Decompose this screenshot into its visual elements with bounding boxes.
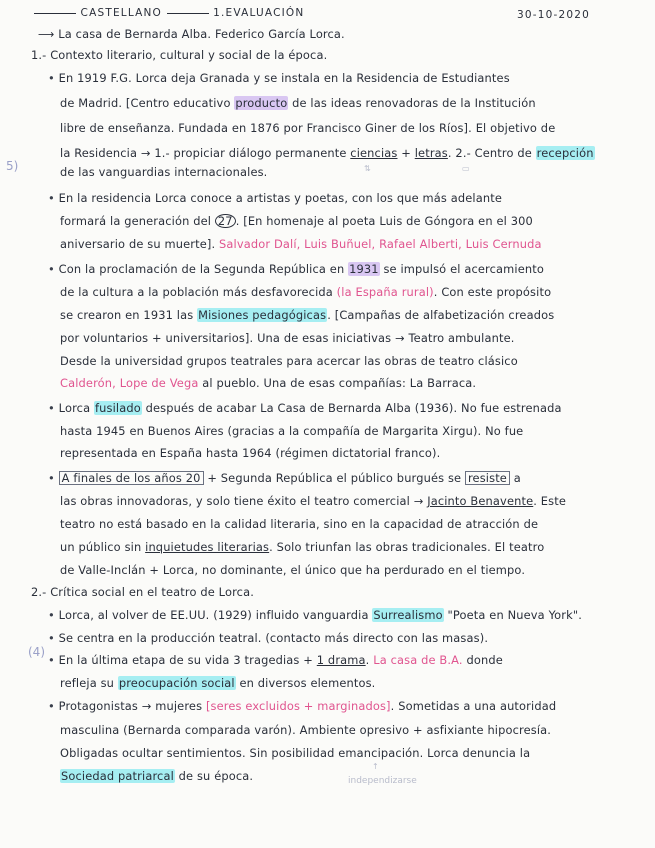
s1-b3-line6: Calderón, Lope de Vega al pueblo. Una de esas compañías: La Barraca. <box>60 376 477 390</box>
bullet-icon: • <box>48 631 55 645</box>
s1-b2-line1: • En la residencia Lorca conoce a artistas y poetas, con los que más adelante <box>48 191 503 205</box>
bullet-icon: • <box>48 401 55 415</box>
bullet-icon: • <box>48 71 55 85</box>
highlight: preocupación social <box>118 676 235 690</box>
s1-b4-line3: representada en España hasta 1964 (régimen dictatorial franco). <box>60 446 441 460</box>
section1-heading: 1.- Contexto literario, cultural y social de la época. <box>31 48 328 62</box>
s1-b5-line4: un público sin inquietudes literarias. Solo triunfan las obras tradicionales. El teatro <box>60 540 545 554</box>
circled-number: 27 <box>215 214 236 228</box>
header-evaluation: 1.EVALUACIÓN <box>213 7 305 19</box>
s1-b3-line3: se crearon en 1931 las Misiones pedagógicas. [Campañas de alfabetización creados <box>60 308 555 322</box>
s1-b3-line4: por voluntarios + universitarios]. Una de esas iniciativas → Teatro ambulante. <box>60 331 515 345</box>
s2-b1-line1: • Lorca, al volver de EE.UU. (1929) influido vanguardia Surrealismo "Poeta en Nueva York". <box>48 608 583 622</box>
margin-note-5: 5) <box>6 159 19 173</box>
s1-b1-line5: de las vanguardias internacionales. <box>60 165 268 179</box>
highlight: Sociedad patriarcal <box>61 769 174 783</box>
faint-sketch: ▭ <box>462 164 470 173</box>
highlight: Surrealismo <box>373 608 443 622</box>
header-date: 30-10-2020 <box>517 9 591 21</box>
bullet-icon: • <box>48 699 55 713</box>
s1-b4-line1: • Lorca fusilado después de acabar La Casa de Bernarda Alba (1936). No fue estrenada <box>48 401 562 415</box>
arrow-icon: ⟶ <box>38 27 55 41</box>
highlight: 1931 <box>349 262 379 276</box>
s1-b3-line2: de la cultura a la población más desfavorecida (la España rural). Con este propósito <box>60 285 552 299</box>
s1-b1-line4: la Residencia → 1.- propiciar diálogo permanente ciencias + letras. 2.- Centro de recepción <box>60 146 594 160</box>
bullet-icon: • <box>48 191 55 205</box>
faint-sketch: ⇅ <box>364 164 371 173</box>
bullet-icon: • <box>48 471 55 485</box>
boxed-text: resiste <box>465 471 510 485</box>
highlight: Misiones pedagógicas <box>198 308 327 322</box>
header-subject: CASTELLANO <box>80 7 163 19</box>
bullet-icon: • <box>48 262 55 276</box>
s2-b4-line1: • Protagonistas → mujeres [seres excluidos + marginados]. Sometidas a una autoridad <box>48 699 557 713</box>
s2-b3-line1: • En la última etapa de su vida 3 tragedias + 1 drama. La casa de B.A. donde <box>48 653 503 667</box>
bullet-icon: • <box>48 608 55 622</box>
s2-b4-line4: Sociedad patriarcal de su época. <box>61 769 254 783</box>
s1-b3-line1: • Con la proclamación de la Segunda República en 1931 se impulsó el acercamiento <box>48 262 544 276</box>
s1-b5-line3: teatro no está basado en la calidad literaria, sino en la capacidad de atracción de <box>60 517 539 531</box>
margin-note-independizarse: independizarse <box>348 776 417 786</box>
s1-b5-line5: de Valle-Inclán + Lorca, no dominante, el único que ha perdurado en el tiempo. <box>60 563 526 577</box>
s1-b5-line2: las obras innovadoras, y solo tiene éxito el teatro comercial → Jacinto Benavente. Este <box>60 494 566 508</box>
header-rule <box>34 13 76 14</box>
s1-b2-line2: formará la generación del 27 . [En homenaje al poeta Luis de Góngora en el 300 <box>60 214 533 228</box>
header-rule <box>167 13 209 14</box>
section2-heading: 2.- Crítica social en el teatro de Lorca. <box>31 585 254 599</box>
s2-b2-line1: • Se centra en la producción teatral. (contacto más directo con las masas). <box>48 631 489 645</box>
s1-b1-line3: libre de enseñanza. Fundada en 1876 por Francisco Giner de los Ríos]. El objetivo de <box>60 121 556 135</box>
highlight: producto <box>235 96 288 110</box>
margin-note-4: (4) <box>28 645 45 659</box>
s2-b4-line2: masculina (Bernarda comparada varón). Ambiente opresivo + asfixiante hipocresía. <box>60 723 552 737</box>
s2-b3-line2: refleja su preocupación social en diversos elementos. <box>60 676 376 690</box>
boxed-text: A finales de los años 20 <box>59 471 204 485</box>
faint-arrow: ↑ <box>372 762 379 771</box>
page-title <box>38 27 345 41</box>
highlight: fusilado <box>94 401 141 415</box>
s1-b1-line1: • En 1919 F.G. Lorca deja Granada y se instala en la Residencia de Estudiantes <box>48 71 510 85</box>
s1-b1-line2: de Madrid. [Centro educativo producto de las ideas renovadoras de la Institución <box>60 96 536 110</box>
s1-b4-line2: hasta 1945 en Buenos Aires (gracias a la compañía de Margarita Xirgu). No fue <box>60 424 524 438</box>
bullet-icon: • <box>48 653 55 667</box>
title-text: La casa de Bernarda Alba. Federico García Lorca. <box>58 27 345 41</box>
header-row <box>34 6 304 20</box>
s1-b2-line3: aniversario de su muerte]. Salvador Dalí, Luis Buñuel, Rafael Alberti, Luis Cernuda <box>60 237 542 251</box>
s1-b3-line5: Desde la universidad grupos teatrales para acercar las obras de teatro clásico <box>60 354 518 368</box>
highlight: recepción <box>536 146 594 160</box>
s2-b4-line3: Obligadas ocultar sentimientos. Sin posibilidad emancipación. Lorca denuncia la <box>60 746 531 760</box>
s1-b5-line1: • A finales de los años 20 + Segunda República el público burgués se resiste a <box>48 471 521 485</box>
